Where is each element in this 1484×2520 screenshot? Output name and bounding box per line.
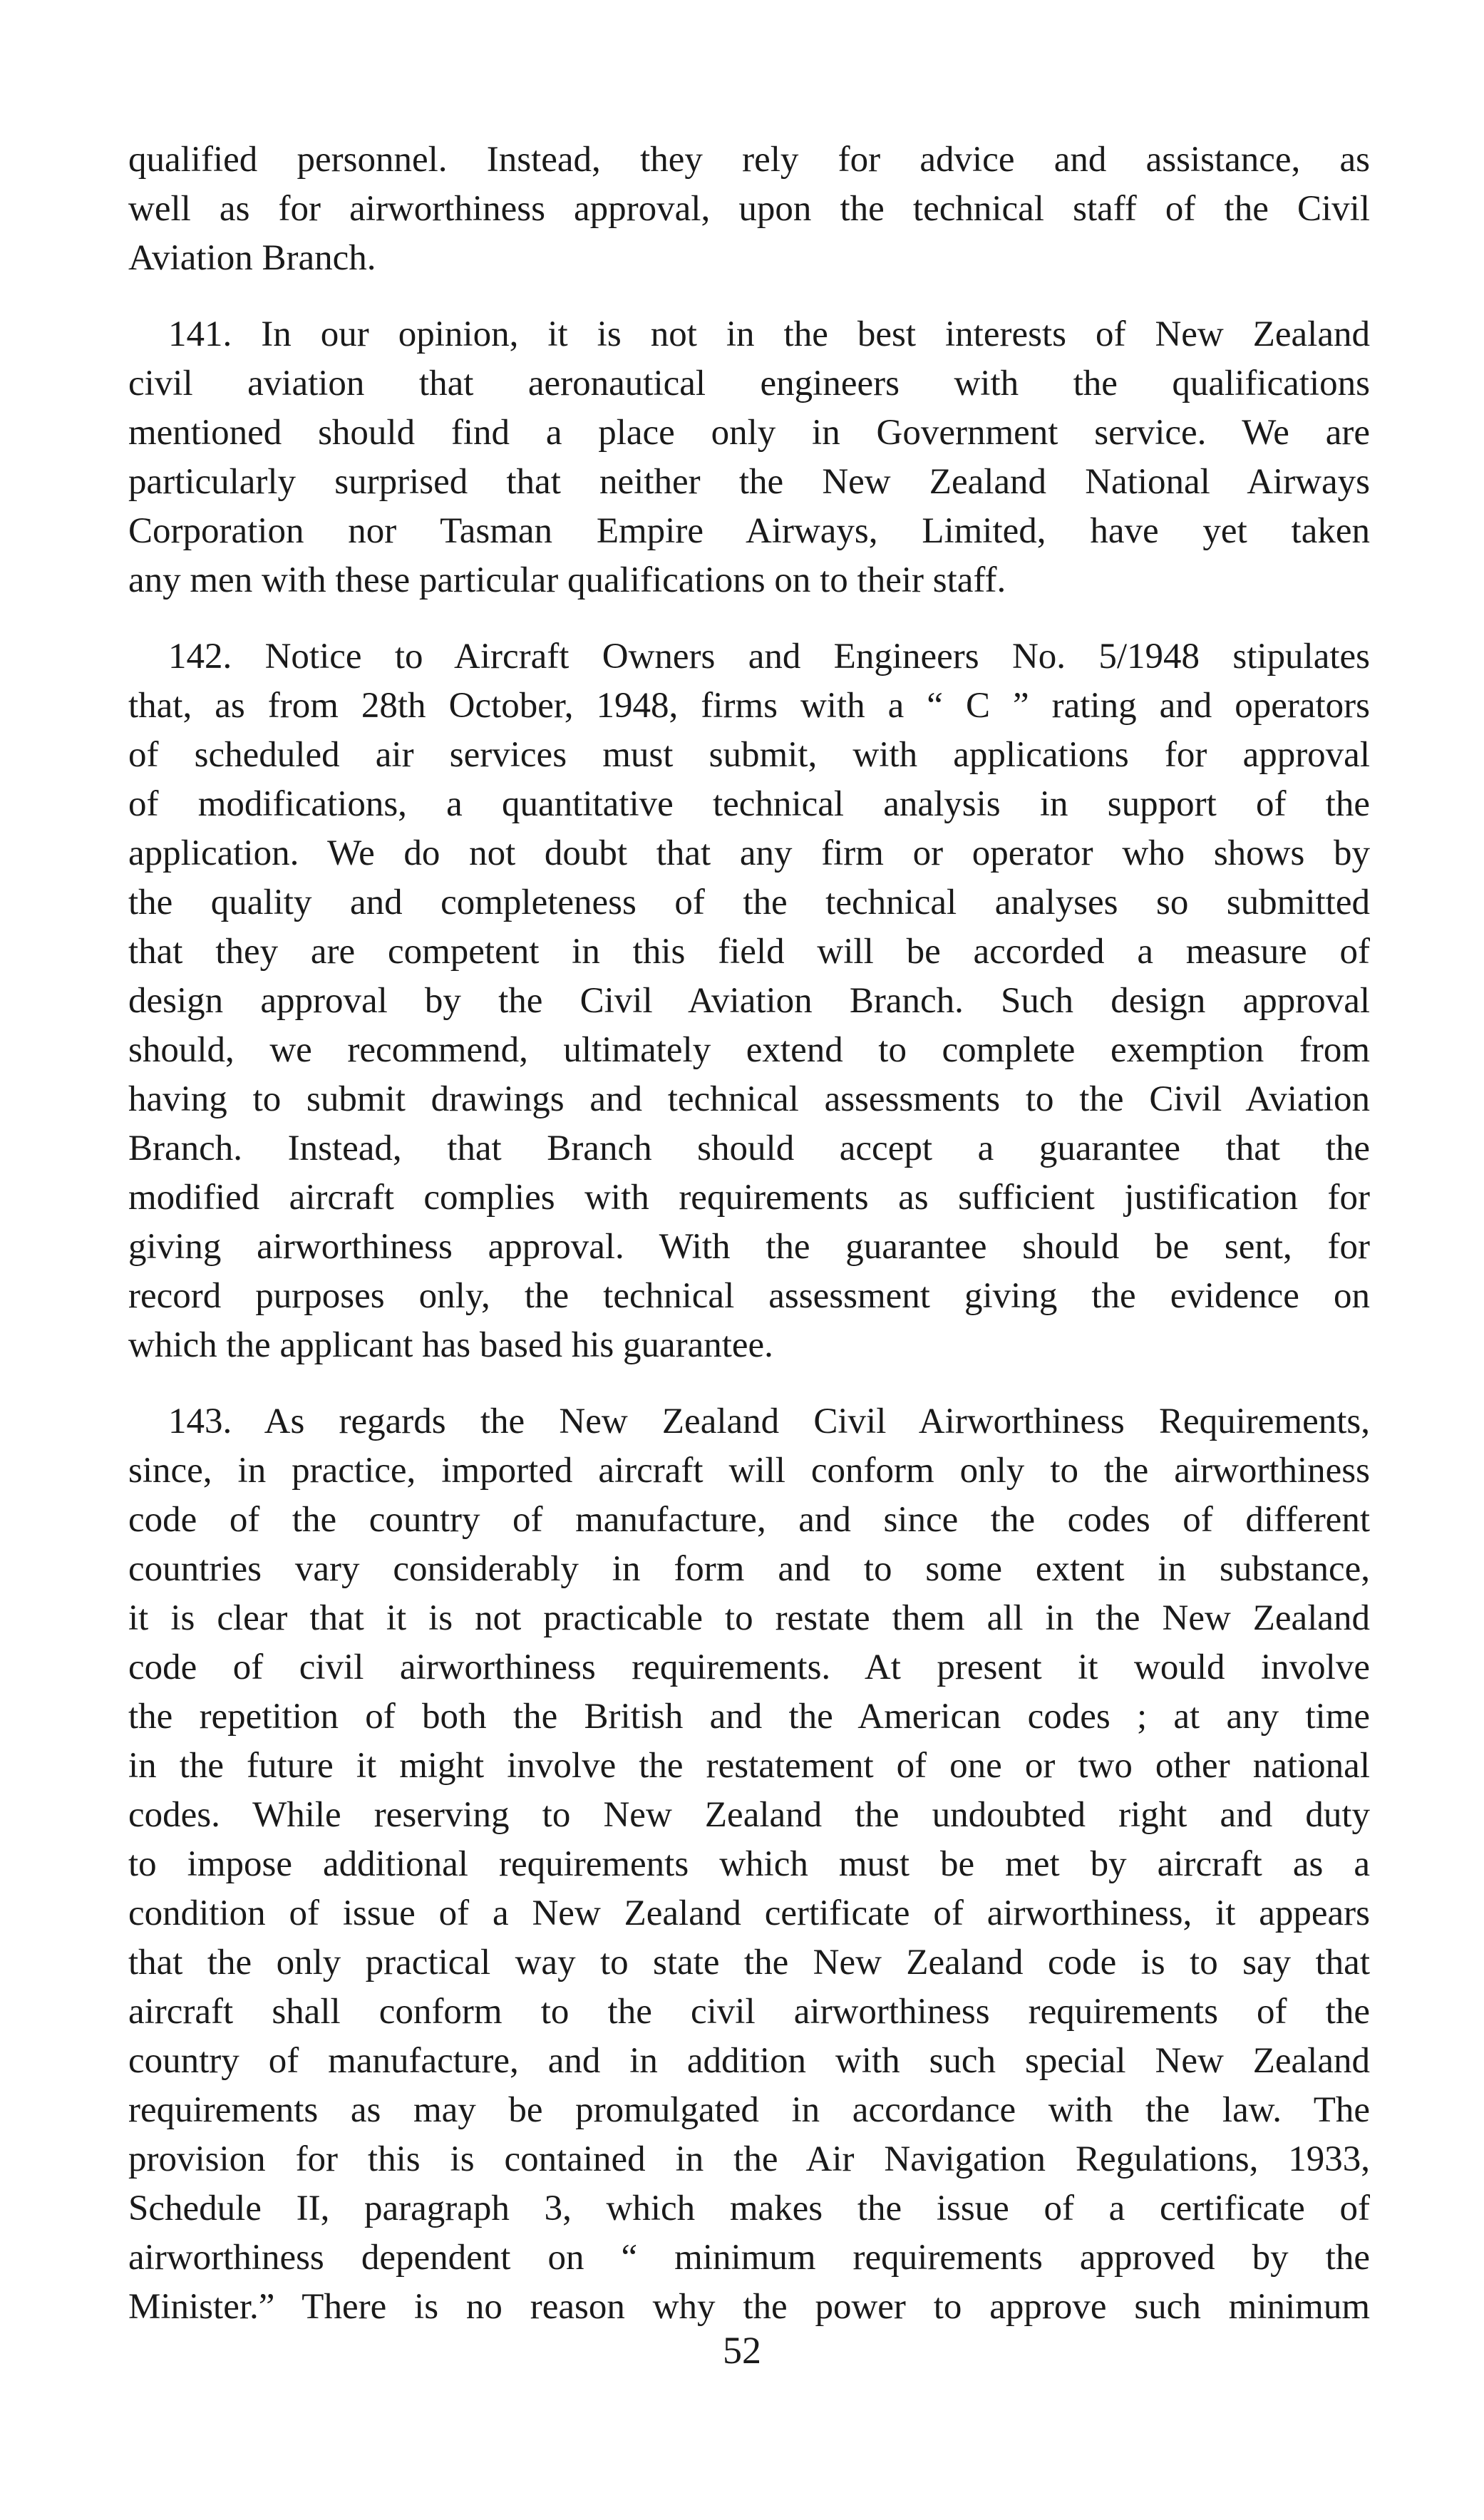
- text-line: Corporation nor Tasman Empire Airways, Limited, have yet taken: [128, 511, 1370, 551]
- paragraph: [128, 632, 1370, 1370]
- text-line: country of manufacture, and in addition with such special New Zealand: [128, 2041, 1370, 2081]
- text-line: code of civil airworthiness requirements. At present it would involve: [128, 1647, 1370, 1687]
- text-line: design approval by the Civil Aviation Branch. Such design approval: [128, 981, 1370, 1021]
- text-line: condition of issue of a New Zealand certificate of airworthiness, it appears: [128, 1893, 1370, 1933]
- text-line: any men with these particular qualifications on to their staff.: [128, 560, 1006, 600]
- text-line: of modifications, a quantitative technical analysis in support of the: [128, 784, 1370, 824]
- text-line: that the only practical way to state the New Zealand code is to say that: [128, 1943, 1370, 1982]
- text-line: codes. While reserving to New Zealand the undoubted right and duty: [128, 1795, 1370, 1835]
- text-line: Schedule II, paragraph 3, which makes the issue of a certificate of: [128, 2189, 1370, 2228]
- text-line: record purposes only, the technical assessment giving the evidence on: [128, 1276, 1370, 1316]
- text-line: having to submit drawings and technical assessments to the Civil Aviation: [128, 1079, 1370, 1119]
- page-number: 52: [723, 2329, 761, 2372]
- text-line: of scheduled air services must submit, with applications for approval: [128, 735, 1370, 775]
- text-line: in the future it might involve the restatement of one or two other national: [128, 1746, 1370, 1786]
- text-line: giving airworthiness approval. With the guarantee should be sent, for: [128, 1227, 1370, 1267]
- text-line: the quality and completeness of the technical analyses so submitted: [128, 883, 1370, 922]
- text-line: the repetition of both the British and the American codes ; at any time: [128, 1697, 1370, 1737]
- text-line: modified aircraft complies with requirements as sufficient justification for: [128, 1178, 1370, 1218]
- text-line: 142. Notice to Aircraft Owners and Engineers No. 5/1948 stipulates: [168, 637, 1370, 677]
- text-line: code of the country of manufacture, and since the codes of different: [128, 1500, 1370, 1540]
- text-line: it is clear that it is not practicable to restate them all in the New Zealand: [128, 1598, 1370, 1638]
- text-line: Aviation Branch.: [128, 238, 376, 278]
- text-line: since, in practice, imported aircraft will conform only to the airworthiness: [128, 1451, 1370, 1491]
- text-line: mentioned should find a place only in Government service. We are: [128, 413, 1370, 453]
- paragraph: [128, 310, 1370, 605]
- paragraph: [128, 135, 1370, 283]
- text-line: Minister.” There is no reason why the power to approve such minimum: [128, 2287, 1370, 2327]
- text-line: Branch. Instead, that Branch should accept a guarantee that the: [128, 1128, 1370, 1168]
- text-line: countries vary considerably in form and to some extent in substance,: [128, 1549, 1370, 1589]
- text-line: particularly surprised that neither the New Zealand National Airways: [128, 462, 1370, 502]
- text-line: that, as from 28th October, 1948, firms with a “ C ” rating and operators: [128, 686, 1370, 726]
- text-line: qualified personnel. Instead, they rely for advice and assistance, as: [128, 140, 1370, 180]
- paragraph: [128, 1397, 1370, 2332]
- text-line: should, we recommend, ultimately extend to complete exemption from: [128, 1030, 1370, 1070]
- text-line: 143. As regards the New Zealand Civil Airworthiness Requirements,: [168, 1402, 1370, 1441]
- text-line: which the applicant has based his guarantee.: [128, 1325, 773, 1365]
- text-line: 141. In our opinion, it is not in the best interests of New Zealand: [168, 314, 1370, 354]
- text-line: that they are competent in this field will be accorded a measure of: [128, 932, 1370, 972]
- text-line: provision for this is contained in the Air Navigation Regulations, 1933,: [128, 2139, 1370, 2179]
- text-line: civil aviation that aeronautical engineers with the qualifications: [128, 364, 1370, 403]
- text-line: airworthiness dependent on “ minimum requirements approved by the: [128, 2238, 1370, 2278]
- text-line: aircraft shall conform to the civil airworthiness requirements of the: [128, 1992, 1370, 2032]
- text-line: well as for airworthiness approval, upon the technical staff of the Civil: [128, 189, 1370, 229]
- text-line: requirements as may be promulgated in accordance with the law. The: [128, 2090, 1370, 2130]
- text-line: application. We do not doubt that any firm or operator who shows by: [128, 833, 1370, 873]
- text-line: to impose additional requirements which must be met by aircraft as a: [128, 1844, 1370, 1884]
- document-body: [128, 135, 1370, 2359]
